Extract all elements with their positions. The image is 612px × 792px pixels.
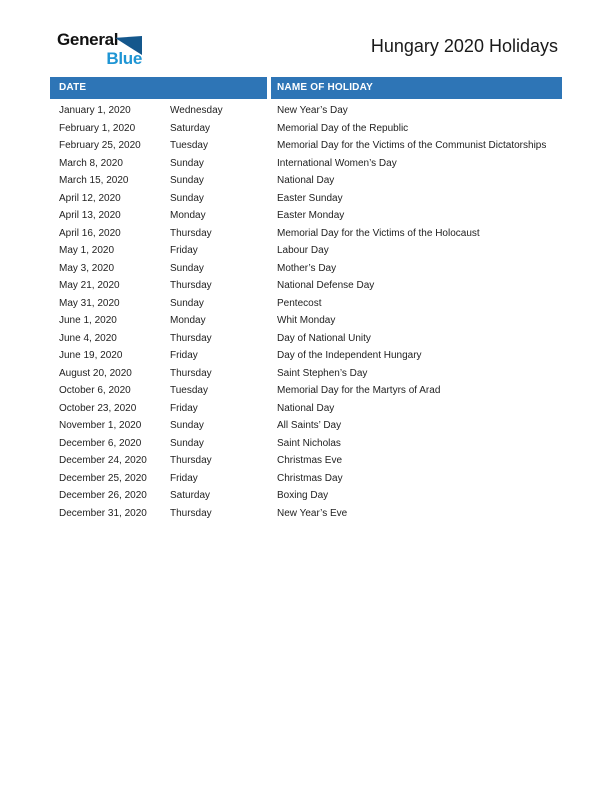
table-row — [50, 382, 562, 400]
holiday-date: December 6, 2020 — [59, 437, 142, 449]
table-row — [50, 190, 562, 208]
table-row — [50, 155, 562, 173]
holiday-weekday: Thursday — [170, 507, 212, 519]
holiday-name: New Year’s Eve — [277, 507, 348, 519]
holiday-date: December 31, 2020 — [59, 507, 147, 519]
holiday-weekday: Thursday — [170, 227, 212, 239]
holiday-date: December 24, 2020 — [59, 455, 147, 466]
holiday-weekday: Sunday — [170, 420, 204, 431]
holiday-date: March 15, 2020 — [59, 175, 129, 186]
table-row — [50, 260, 562, 278]
holiday-weekday: Sunday — [170, 437, 204, 449]
holiday-weekday: Sunday — [170, 175, 204, 186]
holiday-name: National Defense Day — [277, 280, 375, 291]
table-header-name: NAME OF HOLIDAY — [271, 77, 562, 99]
holiday-weekday: Saturday — [170, 490, 211, 501]
holidays-table — [50, 77, 562, 522]
holiday-date: December 25, 2020 — [59, 472, 147, 484]
holiday-weekday: Sunday — [170, 297, 204, 309]
holiday-date: May 3, 2020 — [59, 262, 115, 274]
holiday-date: June 4, 2020 — [59, 332, 117, 344]
table-header-date: DATE — [50, 77, 267, 99]
table-row — [50, 295, 562, 313]
holiday-weekday: Sunday — [170, 157, 204, 169]
holiday-name: Day of National Unity — [277, 332, 371, 344]
holiday-name: Easter Monday — [277, 210, 345, 221]
holiday-date: February 25, 2020 — [59, 140, 141, 151]
holiday-weekday: Thursday — [170, 367, 212, 379]
holiday-name: Memorial Day of the Republic — [277, 122, 409, 134]
general-blue-logo — [57, 30, 142, 72]
holiday-date: April 12, 2020 — [59, 192, 121, 204]
holiday-date: December 26, 2020 — [59, 490, 147, 501]
holiday-weekday: Friday — [170, 472, 198, 484]
holiday-date: June 19, 2020 — [59, 350, 123, 361]
holiday-name: National Day — [277, 402, 335, 414]
table-header-row — [50, 77, 562, 99]
holiday-weekday: Wednesday — [170, 105, 223, 116]
holiday-name: New Year’s Day — [277, 105, 348, 116]
logo-blue-text: Blue — [106, 49, 142, 68]
holiday-date: April 13, 2020 — [59, 210, 121, 221]
table-row — [50, 505, 562, 523]
table-row — [50, 435, 562, 453]
holiday-name: All Saints’ Day — [277, 420, 342, 431]
table-row — [50, 225, 562, 243]
holiday-date: January 1, 2020 — [59, 105, 131, 116]
holiday-date: May 21, 2020 — [59, 280, 120, 291]
table-row — [50, 487, 562, 505]
table-row — [50, 102, 562, 120]
holiday-weekday: Tuesday — [170, 385, 208, 396]
holiday-date: November 1, 2020 — [59, 420, 142, 431]
holiday-date: June 1, 2020 — [59, 315, 117, 326]
table-row — [50, 137, 562, 155]
holiday-name: Boxing Day — [277, 490, 329, 501]
holiday-name: Whit Monday — [277, 315, 336, 326]
holiday-weekday: Monday — [170, 315, 206, 326]
holiday-date: August 20, 2020 — [59, 367, 132, 379]
holiday-name: Day of the Independent Hungary — [277, 350, 422, 361]
holiday-date: May 31, 2020 — [59, 297, 120, 309]
holiday-name: Christmas Eve — [277, 455, 343, 466]
holiday-date: October 23, 2020 — [59, 402, 137, 414]
holiday-weekday: Saturday — [170, 122, 211, 134]
holiday-name: Pentecost — [277, 297, 322, 309]
holiday-date: April 16, 2020 — [59, 227, 121, 239]
table-row — [50, 470, 562, 488]
holiday-name: Memorial Day for the Martyrs of Arad — [277, 385, 441, 396]
holiday-weekday: Tuesday — [170, 140, 208, 151]
holiday-date: March 8, 2020 — [59, 157, 123, 169]
table-row — [50, 312, 562, 330]
table-row — [50, 452, 562, 470]
holiday-name: Easter Sunday — [277, 192, 343, 204]
holiday-name: Memorial Day for the Victims of the Communist Dictatorships — [277, 140, 547, 151]
table-body — [50, 99, 562, 522]
holiday-weekday: Thursday — [170, 332, 212, 344]
table-row — [50, 207, 562, 225]
holiday-name: Memorial Day for the Victims of the Holocaust — [277, 227, 480, 239]
table-row — [50, 120, 562, 138]
table-row — [50, 172, 562, 190]
holiday-date: May 1, 2020 — [59, 245, 115, 256]
holiday-weekday: Friday — [170, 350, 198, 361]
table-row — [50, 277, 562, 295]
holiday-name: Saint Nicholas — [277, 437, 341, 449]
holiday-name: Labour Day — [277, 245, 329, 256]
table-row — [50, 417, 562, 435]
table-row — [50, 347, 562, 365]
holiday-date: February 1, 2020 — [59, 122, 136, 134]
table-row — [50, 400, 562, 418]
holiday-name: Mother’s Day — [277, 262, 337, 274]
holiday-name: Christmas Day — [277, 472, 343, 484]
holiday-weekday: Friday — [170, 402, 198, 414]
holiday-weekday: Friday — [170, 245, 198, 256]
holiday-weekday: Monday — [170, 210, 206, 221]
holiday-name: National Day — [277, 175, 335, 186]
table-row — [50, 365, 562, 383]
holiday-weekday: Sunday — [170, 192, 204, 204]
table-row — [50, 242, 562, 260]
holiday-date: October 6, 2020 — [59, 385, 131, 396]
holiday-weekday: Thursday — [170, 455, 212, 466]
holiday-name: International Women’s Day — [277, 157, 397, 169]
table-row — [50, 330, 562, 348]
holiday-weekday: Sunday — [170, 262, 204, 274]
holiday-weekday: Thursday — [170, 280, 212, 291]
logo-general-text: General — [57, 30, 119, 49]
page-title: Hungary 2020 Holidays — [370, 36, 558, 56]
holiday-name: Saint Stephen’s Day — [277, 367, 368, 379]
